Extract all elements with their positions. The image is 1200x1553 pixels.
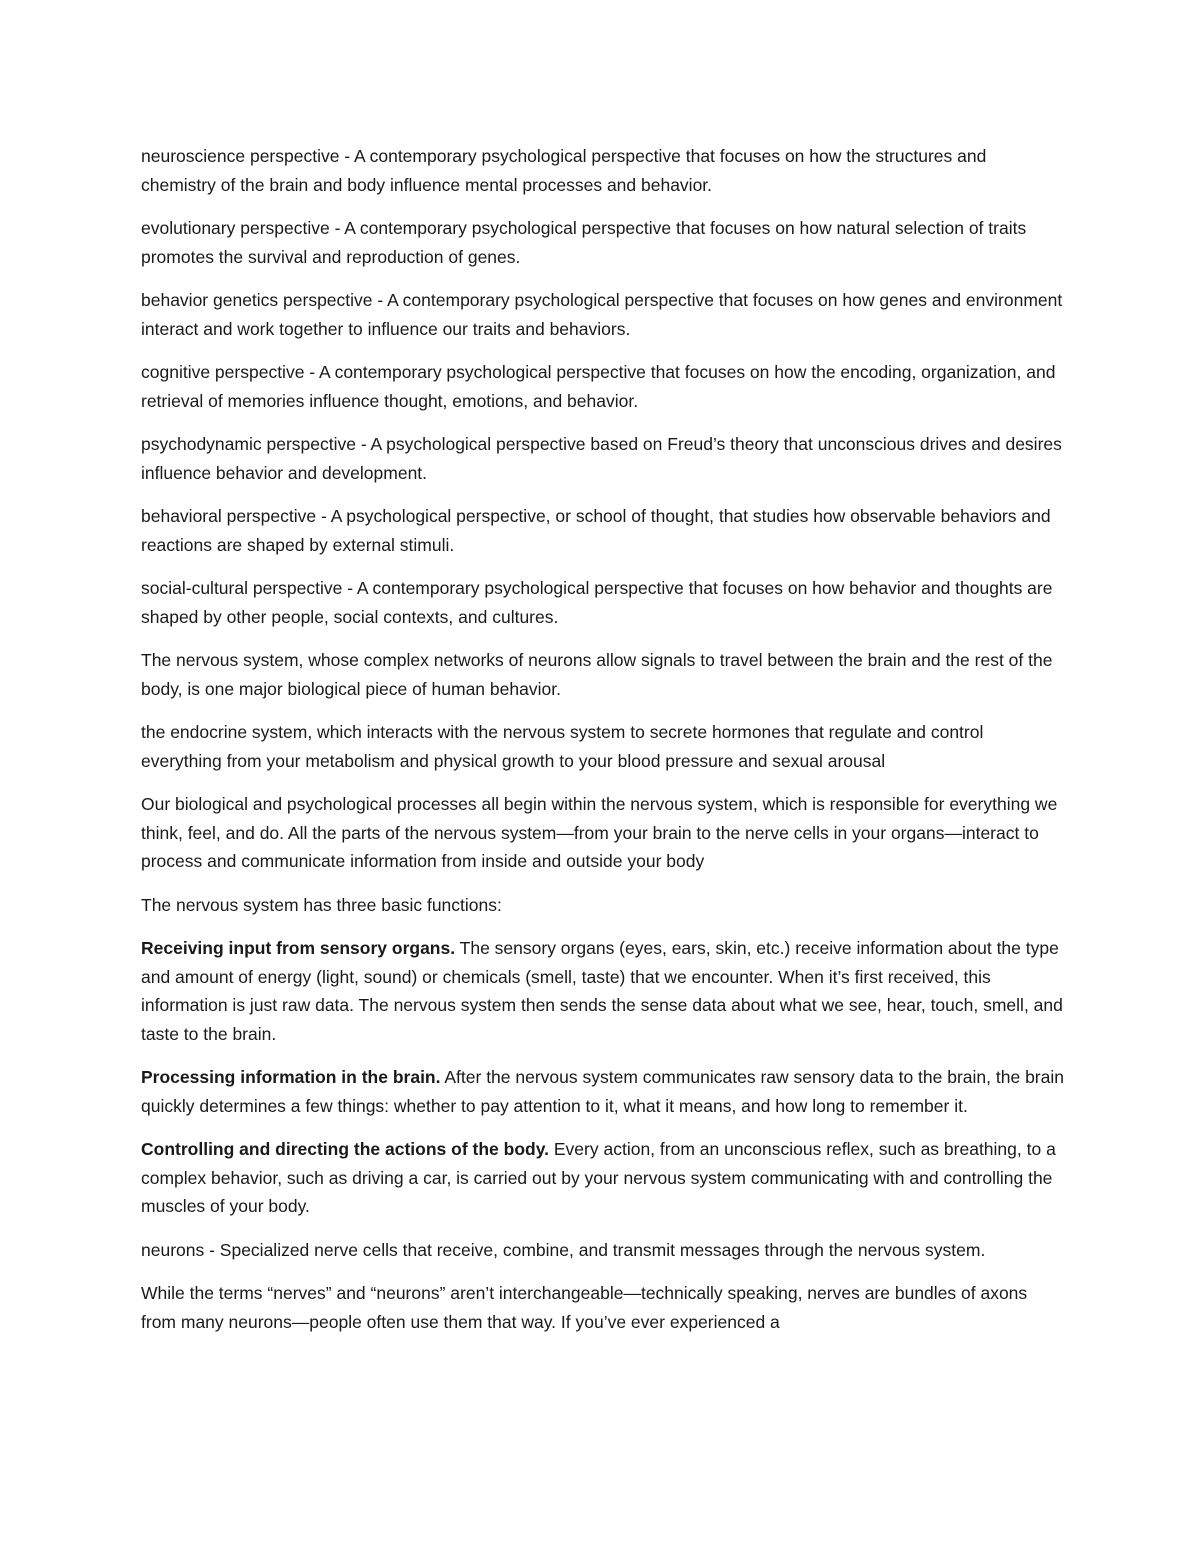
function-text: After the nervous system communicates raw sensory data to the brain, the brain quickly determines a few things: whether to pay attention to it, what it means, and how long to remember it.: [141, 1067, 1064, 1116]
function-text: Every action, from an unconscious reflex, such as breathing, to a complex behavior, such as driving a car, is carried out by your nervous system communicating with and controlling the muscles of your body.: [141, 1139, 1056, 1216]
paragraph-nerves-vs-neurons: While the terms “nerves” and “neurons” aren’t interchangeable—technically speaking, nerves are bundles of axons from many neurons—people often use them that way. If you’ve ever experienced a: [141, 1283, 1028, 1332]
document-body: [141, 142, 1066, 1351]
paragraph-endocrine-system: the endocrine system, which interacts with the nervous system to secrete hormones that regulate and control everything from your metabolism and physical growth to your blood pressure and sexual arousal: [141, 722, 984, 771]
definition-behavior-genetics-perspective: behavior genetics perspective - A contemporary psychological perspective that focuses on how genes and environment interact and work together to influence our traits and behaviors.: [141, 290, 1063, 339]
definition-cognitive-perspective: cognitive perspective - A contemporary psychological perspective that focuses on how the encoding, organization, and retrieval of memories influence thought, emotions, and behavior.: [141, 362, 1056, 411]
definition-psychodynamic-perspective: psychodynamic perspective - A psychological perspective based on Freud’s theory that unconscious drives and desires influence behavior and development.: [141, 434, 1062, 483]
function-lead: Controlling and directing the actions of the body.: [141, 1139, 550, 1159]
function-lead: Processing information in the brain.: [141, 1067, 441, 1087]
function-controlling-actions: [141, 1135, 1066, 1221]
paragraph-biological-processes: Our biological and psychological processes all begin within the nervous system, which is responsible for everything we think, feel, and do. All the parts of the nervous system—from your brain to the nerve cells in your organs—interact to process and communicate information from inside and outside your body: [141, 794, 1058, 871]
definition-behavioral-perspective: behavioral perspective - A psychological perspective, or school of thought, that studies how observable behaviors and reactions are shaped by external stimuli.: [141, 506, 1051, 555]
function-text: The sensory organs (eyes, ears, skin, etc.) receive information about the type and amount of energy (light, sound) or chemicals (smell, taste) that we encounter. When it’s first received, this information is just raw data. The nervous system then sends the sense data about what we see, hear, touch, smell, and taste to the brain.: [141, 938, 1063, 1044]
function-receiving-input: [141, 934, 1066, 1048]
paragraph-nervous-system: The nervous system, whose complex networks of neurons allow signals to travel between the brain and the rest of the body, is one major biological piece of human behavior.: [141, 650, 1053, 699]
function-processing-information: [141, 1063, 1066, 1120]
definition-evolutionary-perspective: evolutionary perspective - A contemporary psychological perspective that focuses on how natural selection of traits promotes the survival and reproduction of genes.: [141, 218, 1027, 267]
paragraph-three-functions-intro: The nervous system has three basic functions:: [141, 894, 502, 915]
definition-neurons: neurons - Specialized nerve cells that receive, combine, and transmit messages through the nervous system.: [141, 1239, 986, 1260]
definition-social-cultural-perspective: social-cultural perspective - A contemporary psychological perspective that focuses on how behavior and thoughts are shaped by other people, social contexts, and cultures.: [141, 578, 1053, 627]
definition-neuroscience-perspective: neuroscience perspective - A contemporary psychological perspective that focuses on how the structures and chemistry of the brain and body influence mental processes and behavior.: [141, 146, 987, 195]
function-lead: Receiving input from sensory organs.: [141, 938, 456, 958]
